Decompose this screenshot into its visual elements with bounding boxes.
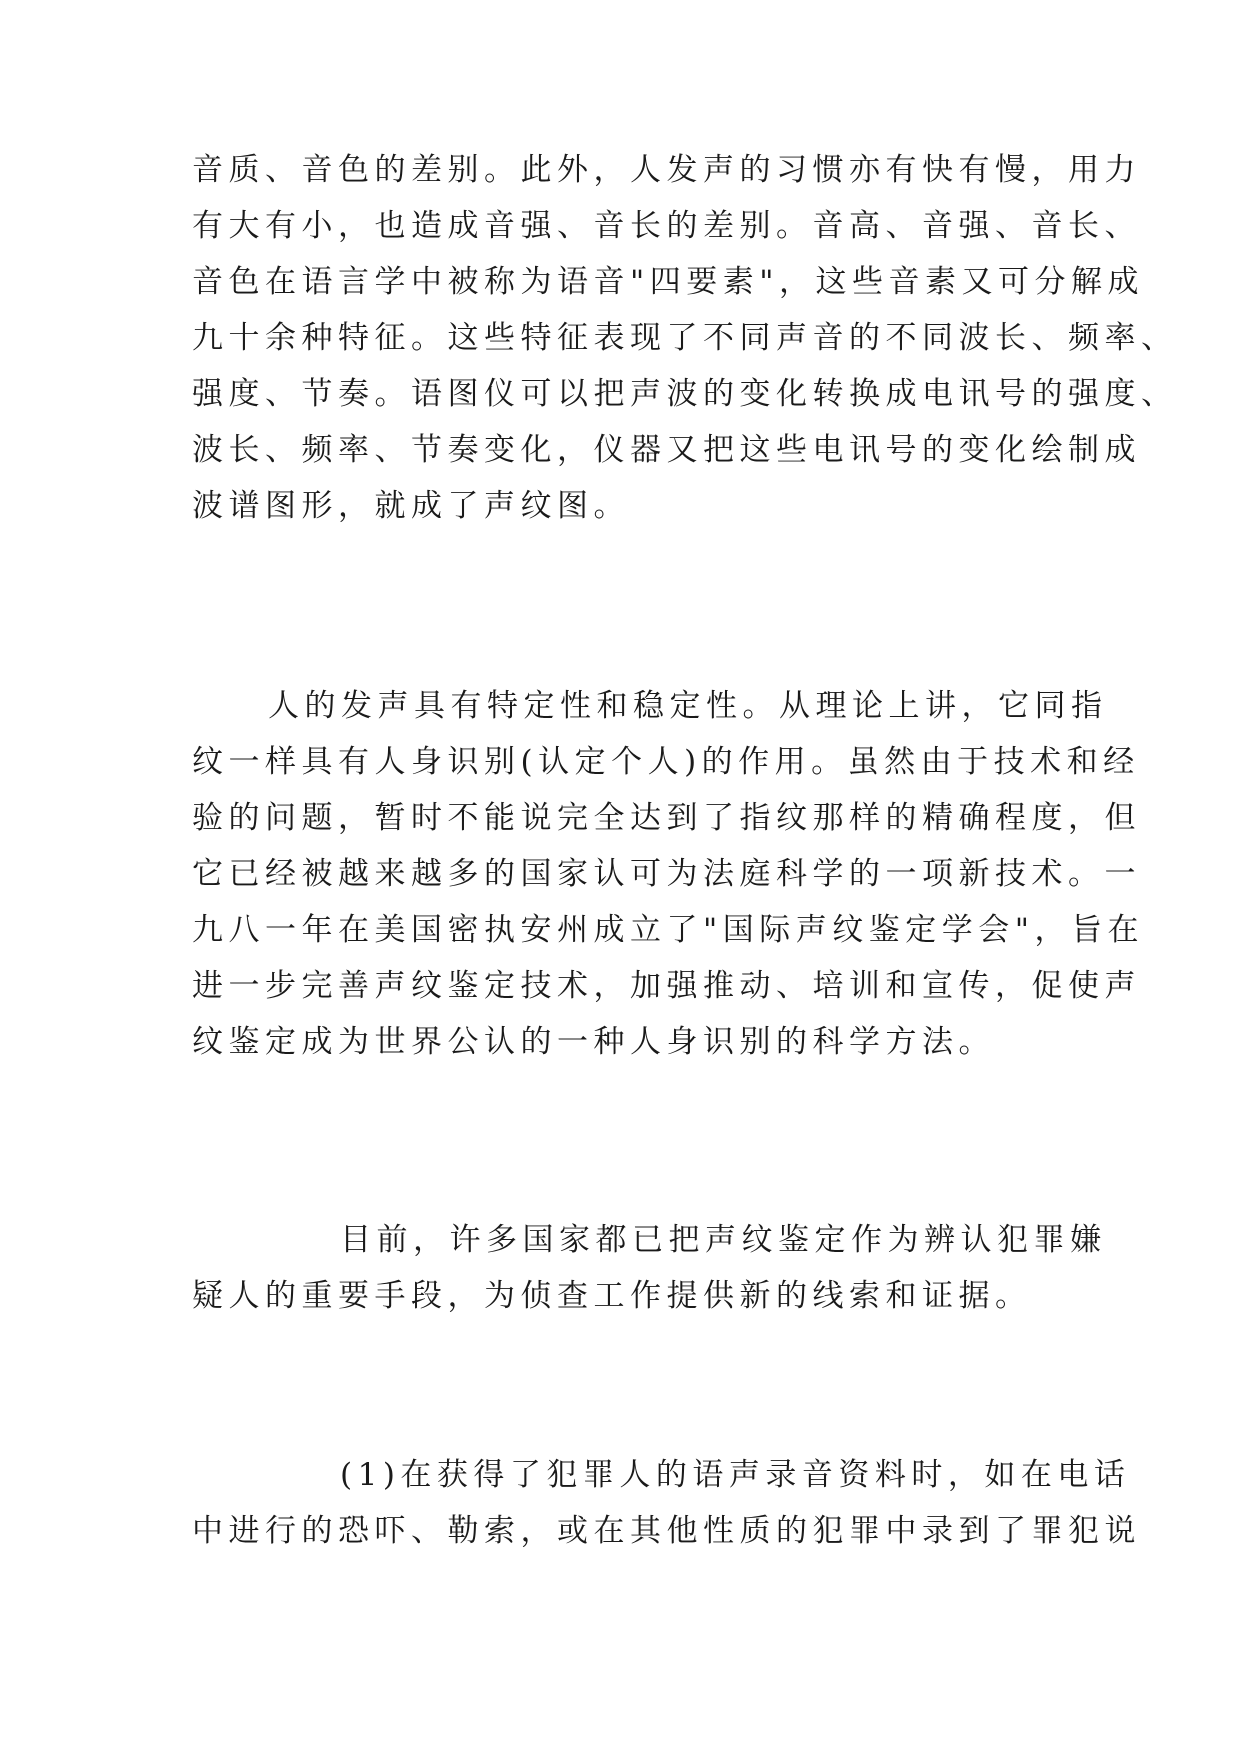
paragraph-1-line-5: 强度、节奏。语图仪可以把声波的变化转换成电讯号的强度、 [192, 376, 1178, 412]
paragraph-4-line-1: (1)在获得了犯罪人的语声录音资料时，如在电话 [340, 1457, 1131, 1493]
paragraph-2-line-4: 它已经被越来越多的国家认可为法庭科学的一项新技术。一 [192, 856, 1141, 892]
paragraph-2-line-3: 验的问题，暂时不能说完全达到了指纹那样的精确程度，但 [192, 800, 1141, 836]
paragraph-3-line-2: 疑人的重要手段，为侦查工作提供新的线索和证据。 [192, 1278, 1032, 1314]
paragraph-4-line-2: 中进行的恐吓、勒索，或在其他性质的犯罪中录到了罪犯说 [192, 1513, 1141, 1549]
paragraph-2-line-5: 九八一年在美国密执安州成立了"国际声纹鉴定学会"，旨在 [192, 912, 1145, 948]
paragraph-2-line-7: 纹鉴定成为世界公认的一种人身识别的科学方法。 [192, 1024, 995, 1060]
paragraph-1-line-3: 音色在语言学中被称为语音"四要素"，这些音素又可分解成 [192, 264, 1145, 300]
paragraph-1-line-6: 波长、频率、节奏变化，仪器又把这些电讯号的变化绘制成 [192, 432, 1141, 468]
paragraph-2-line-6: 进一步完善声纹鉴定技术，加强推动、培训和宣传，促使声 [192, 968, 1141, 1004]
paragraph-1-line-7: 波谱图形，就成了声纹图。 [192, 488, 630, 524]
paragraph-1-line-4: 九十余种特征。这些特征表现了不同声音的不同波长、频率、 [192, 320, 1178, 356]
paragraph-2-line-2: 纹一样具有人身识别(认定个人)的作用。虽然由于技术和经 [192, 744, 1140, 780]
paragraph-2-line-1: 人的发声具有特定性和稳定性。从理论上讲，它同指 [268, 688, 1108, 724]
paragraph-1-line-1: 音质、音色的差别。此外，人发声的习惯亦有快有慢，用力 [192, 152, 1141, 188]
paragraph-3-line-1: 目前，许多国家都已把声纹鉴定作为辨认犯罪嫌 [340, 1222, 1107, 1258]
paragraph-1-line-2: 有大有小，也造成音强、音长的差别。音高、音强、音长、 [192, 208, 1141, 244]
